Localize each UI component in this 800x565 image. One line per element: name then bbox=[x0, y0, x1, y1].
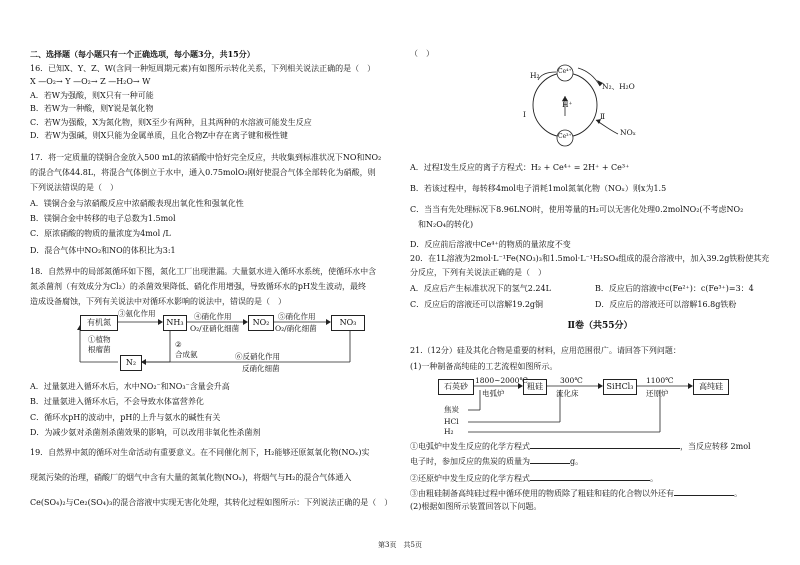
q18-stem-3: 造成设备腐蚀，下列有关说法中对循环水影响的说法中，错误的是（ ） bbox=[30, 297, 286, 306]
sihcl3-box: SiHCl₃ bbox=[603, 379, 637, 395]
step5-label: ⑤硝化作用 bbox=[278, 312, 316, 321]
q17-stem-3: 下列说法错误的是（ ） bbox=[30, 183, 118, 192]
n2-h2o-label: N₂、H₂O bbox=[602, 82, 635, 91]
step2-sub-label: 合成氨 bbox=[175, 350, 198, 359]
q21-1-c-text-b: 。 bbox=[734, 489, 742, 498]
h2-label: H₂ bbox=[530, 71, 540, 80]
q21-1-c bbox=[410, 487, 742, 499]
step6-label: ⑥反硝化作用 bbox=[235, 352, 280, 361]
q16-stem: 16．已知X、Y、Z、W(含同一种短周期元素)有如图所示转化关系，下列相关说法正确的是（ ） bbox=[30, 64, 376, 73]
q21-sub-1: (1)一种制备高纯硅的工艺流程如图所示。 bbox=[410, 362, 558, 371]
q20-stem-1: 20．在1L溶液为2mol·L⁻¹Fe(NO₃)₃和1.5mol·L⁻¹H₂SO₄组成的混合溶液中，加入39.2g铁粉使其充 bbox=[410, 254, 770, 263]
q21-sub-2: (2)根据如图所示装置回答以下问题。 bbox=[410, 502, 542, 511]
q16-option-c: C．若W为强酸，X为氮化物，则X至少有两种，且其两种的水溶液可能发生反应 bbox=[30, 118, 312, 127]
q16-chain: X —O₂→ Y —O₂→ Z —H₂O→ W bbox=[30, 77, 151, 86]
q21-stem: 21.（12分）硅及其化合物是重要的材料，应用范围很广。请回答下列问题： bbox=[410, 346, 681, 355]
q18-stem-1: 18．自然界中的局部氮循环如下图，氮化工厂出现泄漏。大量氨水进入循环水系统，使循环水中含 bbox=[30, 267, 377, 276]
process-1-label: Ⅰ bbox=[523, 110, 526, 119]
q17-option-a: A．镁铜合金与浓硝酸反应中浓硝酸表现出氧化性和强氧化性 bbox=[30, 199, 244, 208]
q21-1-a bbox=[410, 440, 751, 452]
temp-1-label: 1800~2000℃ bbox=[475, 376, 528, 385]
answer-blank-2[interactable] bbox=[530, 455, 570, 464]
q19-option-c: C．当当有先处理标况下8.96LNO时，使用等量的H₂可以无害化处理0.2molNO₂(不考虑NO₂ bbox=[410, 205, 744, 214]
nh3-box: NH₃ bbox=[163, 315, 187, 331]
q19-stem-2: 现氮污染的治理，硝酸厂的烟气中含有大量的氮氧化物(NOₓ)，将烟气与H₂的混合气体通入 bbox=[30, 473, 352, 482]
hplus-label: H⁺ bbox=[562, 100, 573, 109]
no2-box: NO₂ bbox=[248, 315, 274, 331]
q19-stem-3: Ce(SO₄)₂与Ce₂(SO₄)₃的混合溶液中实现无害化处理，其转化过程如图所示：下列说法正确的是（ ） bbox=[30, 498, 393, 507]
q18-stem-2: 氮杀菌剂（有效成分为Cl₂）的杀菌效果降低、硝化作用增强，导致循环水的pH发生波动，最终 bbox=[30, 282, 366, 291]
no3-box: NO₃ bbox=[331, 315, 365, 331]
q21-1-a-cont bbox=[410, 455, 583, 467]
q17-option-c: C．原浓硝酸的物质的量浓度为4mol /L bbox=[30, 229, 171, 238]
q19-option-c-cont: 和N₂O₄的转化) bbox=[410, 220, 474, 229]
ce3-label: Ce³⁺ bbox=[558, 133, 572, 140]
q21-1-c-text: ③由粗硅制备高纯硅过程中循环使用的物质除了粗硅和硅的化合物以外还有 bbox=[410, 489, 674, 498]
q16-option-a: A．若W为强酸，则X只有一种可能 bbox=[30, 91, 154, 100]
q18-option-b: B．过量氨进入循环水后，不会导致水体富营养化 bbox=[30, 397, 204, 406]
page-footer: 第3页 共5页 bbox=[378, 541, 422, 549]
q18-option-c: C．循环水pH的波动中，pH的上升与氨水的碱性有关 bbox=[30, 413, 221, 422]
q20-stem-2: 分反应，下列有关说法正确的是（ ） bbox=[410, 268, 546, 277]
q16-option-b: B．若W为一种酸，则Y说是氧化物 bbox=[30, 104, 154, 113]
q21-1-b bbox=[410, 472, 658, 484]
hcl-label: HCl bbox=[444, 417, 459, 426]
quartz-box: 石英砂 bbox=[438, 379, 474, 395]
step1-sub-label: 根瘤菌 bbox=[88, 345, 111, 354]
q19-stem-1: 19．自然界中氮的循环对生命活动有重要意义。在不同催化剂下，H₂能够还原氮氧化物(NOₓ)实 bbox=[30, 448, 370, 457]
q17-option-d: D．混合气体中NO₂和NO的体积比为3:1 bbox=[30, 246, 176, 255]
n2-box: N₂ bbox=[120, 355, 142, 371]
organic-nitrogen-box: 有机氮 bbox=[80, 315, 118, 331]
step6-sub-label: 反硝化细菌 bbox=[242, 364, 280, 373]
q19-option-b: B．若该过程中，每转移4mol电子消耗1mol氮氧化物（NOₓ）则x为1.5 bbox=[410, 184, 667, 193]
crude-si-box: 粗硅 bbox=[523, 379, 547, 395]
answer-blank-3[interactable] bbox=[530, 472, 650, 481]
arc-furnace-label: 电弧炉 bbox=[482, 389, 505, 398]
answer-blank-1[interactable] bbox=[530, 440, 680, 449]
section-2-header: Ⅱ卷（共55分） bbox=[567, 321, 633, 331]
step5-sub-label: O₂/硝化细菌 bbox=[275, 324, 317, 333]
step4-label: ④硝化作用 bbox=[194, 312, 232, 321]
step4-sub-label: O₂/亚硝化细菌 bbox=[190, 324, 240, 333]
reduction-furnace-label: 还原炉 bbox=[646, 389, 669, 398]
step3-label: ③氨化作用 bbox=[118, 309, 156, 318]
temp-2-label: 300℃ bbox=[560, 376, 583, 385]
answer-blank-4[interactable] bbox=[674, 487, 734, 496]
q17-stem-2: 的混合气体44.8L，将混合气体倒立于水中，通入0.75molO₂刚好使混合气体全部转化为硝酸，则 bbox=[30, 168, 376, 177]
step1-label: ①植物 bbox=[88, 335, 111, 344]
step2-label: ② bbox=[175, 340, 182, 349]
q17-stem-1: 17．将一定质量的镁铜合金放入500 mL的浓硝酸中恰好完全反应，共收集到标准状况下NO和NO₂ bbox=[30, 153, 382, 162]
nox-label: NOₓ bbox=[620, 128, 636, 137]
coke-label: 焦炭 bbox=[444, 405, 459, 414]
q20-option-c: C．反应后的溶液还可以溶解19.2g铜 bbox=[410, 300, 544, 309]
q17-option-b: B．镁铜合金中转移的电子总数为1.5mol bbox=[30, 214, 176, 223]
q19-option-a: A．过程Ⅰ发生反应的离子方程式：H₂ + Ce⁴⁺ = 2H⁺ + Ce³⁺ bbox=[410, 163, 630, 172]
ce4-label: Ce⁴⁺ bbox=[558, 68, 572, 75]
q16-option-d: D．若W为强碱，则X只能为金属单质，且化合物Z中存在离子键和极性键 bbox=[30, 131, 288, 140]
q20-option-b: B．反应后的溶液中c(Fe²⁺)：c(Fe³⁺)=3：4 bbox=[595, 284, 754, 293]
q20-option-a: A．反应后产生标准状况下的氢气2.24L bbox=[410, 284, 551, 293]
section-header: 二、选择题（每小题只有一个正确选项，每小题3分，共15分） bbox=[30, 49, 255, 59]
q21-1-b-text: ②还原炉中发生反应的化学方程式 bbox=[410, 474, 530, 483]
q21-1-b-text-b: 。 bbox=[650, 474, 658, 483]
h2-flow-label: H₂ bbox=[444, 427, 454, 436]
q18-option-a: A．过量氨进入循环水后，水中NO₂⁻和NO₃⁻含量会升高 bbox=[30, 382, 230, 391]
q21-1-a-text: ①电弧炉中发生反应的化学方程式 bbox=[410, 442, 530, 451]
q21-1-a-text-b: ，当反应转移 2mol bbox=[680, 442, 751, 451]
pure-si-box: 高纯硅 bbox=[693, 379, 729, 395]
q21-1-a-text-c: 电子时，参加反应的焦炭的质量为 bbox=[410, 457, 530, 466]
q18-option-d: D．为减少氨对杀菌剂杀菌效果的影响，可以改用非氧化性杀菌剂 bbox=[30, 428, 261, 437]
fluidized-bed-label: 流化床 bbox=[556, 389, 579, 398]
q19-option-d: D．反应前后溶液中Ce⁴⁺的物质的量浓度不变 bbox=[410, 240, 571, 249]
q19-answer-paren: （ ） bbox=[410, 49, 434, 58]
q20-option-d: D．反应后的溶液还可以溶解16.8g铁粉 bbox=[595, 300, 737, 309]
temp-3-label: 1100℃ bbox=[646, 376, 674, 385]
q21-1-a-text-d: g。 bbox=[570, 457, 584, 466]
process-2-label: Ⅱ bbox=[600, 112, 606, 121]
